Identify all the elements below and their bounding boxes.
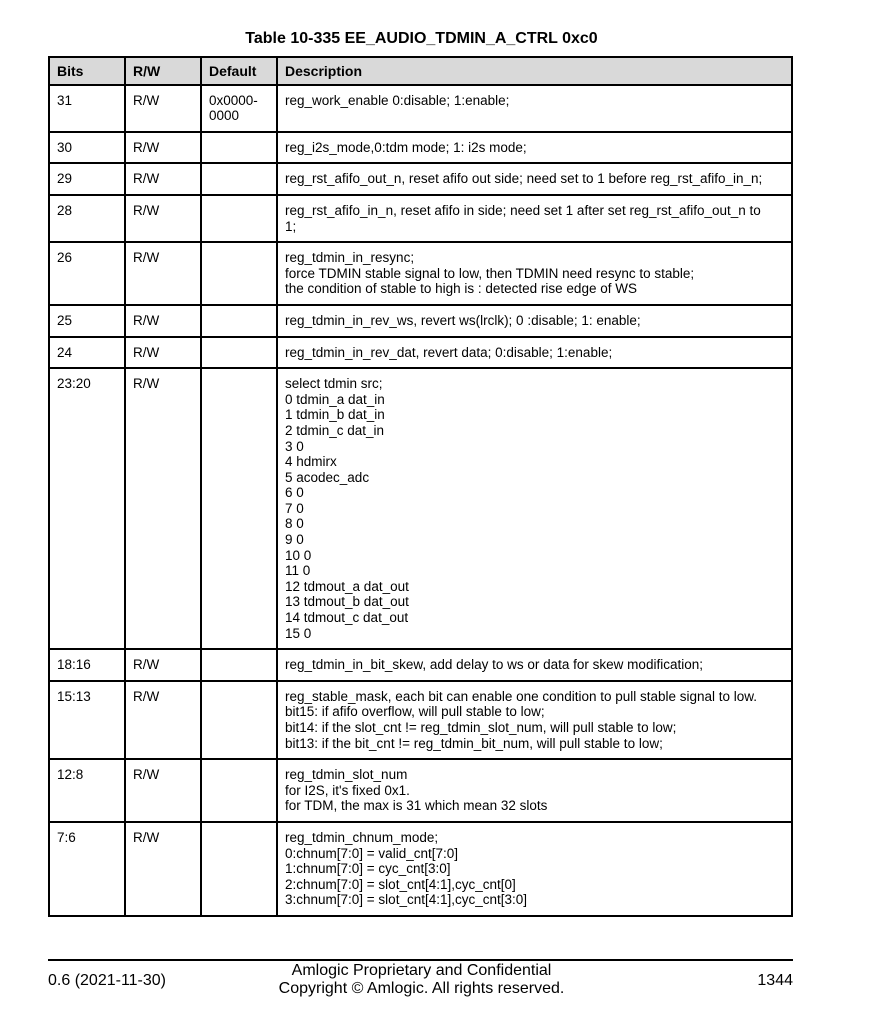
header-rw: R/W (125, 57, 201, 85)
rw-cell: R/W (125, 85, 201, 132)
rw-cell: R/W (125, 195, 201, 242)
table-row (49, 337, 792, 369)
header-description: Description (277, 57, 792, 85)
rw-cell: R/W (125, 163, 201, 195)
table-row (49, 195, 792, 242)
footer-page-number: 1344 (757, 972, 793, 989)
table-row (49, 132, 792, 164)
description-cell: reg_tdmin_chnum_mode; 0:chnum[7:0] = valid_cnt[7:0] 1:chnum[7:0] = cyc_cnt[3:0] 2:chnum[7:0] = slot_cnt[4:1],cyc_cnt[0] 3:chnum[7:0] = slot_cnt[4:1],cyc_cnt[3:0] (277, 822, 792, 916)
bits-cell: 29 (49, 163, 125, 195)
rw-cell: R/W (125, 649, 201, 681)
description-cell: reg_tdmin_in_resync; force TDMIN stable signal to low, then TDMIN need resync to stable; the condition of stable to high is : detected rise edge of WS (277, 242, 792, 305)
bits-cell: 30 (49, 132, 125, 164)
table-row (49, 242, 792, 305)
rw-cell: R/W (125, 242, 201, 305)
default-cell (201, 337, 277, 369)
table-title: Table 10-335 EE_AUDIO_TDMIN_A_CTRL 0xc0 (245, 30, 598, 47)
default-cell: 0x0000- 0000 (201, 85, 277, 132)
rw-cell: R/W (125, 132, 201, 164)
bits-cell: 28 (49, 195, 125, 242)
default-cell (201, 368, 277, 649)
description-cell: reg_tdmin_in_rev_dat, revert data; 0:disable; 1:enable; (277, 337, 792, 369)
default-cell (201, 759, 277, 822)
description-cell: reg_tdmin_in_bit_skew, add delay to ws or data for skew modification; (277, 649, 792, 681)
table-row (49, 305, 792, 337)
table-row (49, 681, 792, 759)
footer-confidential: Amlogic Proprietary and Confidential (291, 962, 552, 979)
register-table (48, 56, 793, 917)
bits-cell: 7:6 (49, 822, 125, 916)
footer-divider (48, 959, 793, 961)
table-row (49, 368, 792, 649)
default-cell (201, 305, 277, 337)
footer-version: 0.6 (2021-11-30) (48, 972, 166, 989)
bits-cell: 12:8 (49, 759, 125, 822)
table-row (49, 163, 792, 195)
header-default: Default (201, 57, 277, 85)
bits-cell: 25 (49, 305, 125, 337)
table-row (49, 85, 792, 132)
table-row (49, 759, 792, 822)
default-cell (201, 195, 277, 242)
description-cell: select tdmin src; 0 tdmin_a dat_in 1 tdmin_b dat_in 2 tdmin_c dat_in 3 0 4 hdmirx 5 acodec_adc 6 0 7 0 8 0 9 0 10 0 11 0 12 tdmout_a dat_out 13 tdmout_b dat_out 14 tdmout_c dat_out 15 0 (277, 368, 792, 649)
bits-cell: 31 (49, 85, 125, 132)
description-cell: reg_work_enable 0:disable; 1:enable; (277, 85, 792, 132)
footer-rights: Copyright © Amlogic. All rights reserved. (278, 980, 565, 997)
description-cell: reg_i2s_mode,0:tdm mode; 1: i2s mode; (277, 132, 792, 164)
description-cell: reg_rst_afifo_out_n, reset afifo out side; need set to 1 before reg_rst_afifo_in_n; (277, 163, 792, 195)
rw-cell: R/W (125, 305, 201, 337)
bits-cell: 23:20 (49, 368, 125, 649)
rw-cell: R/W (125, 759, 201, 822)
description-cell: reg_tdmin_in_rev_ws, revert ws(lrclk); 0 :disable; 1: enable; (277, 305, 792, 337)
table-row (49, 822, 792, 916)
description-cell: reg_tdmin_slot_num for I2S, it's fixed 0x1. for TDM, the max is 31 which mean 32 slots (277, 759, 792, 822)
bits-cell: 18:16 (49, 649, 125, 681)
rw-cell: R/W (125, 337, 201, 369)
default-cell (201, 132, 277, 164)
description-cell: reg_rst_afifo_in_n, reset afifo in side; need set 1 after set reg_rst_afifo_out_n to 1; (277, 195, 792, 242)
header-bits: Bits (49, 57, 125, 85)
table-header-row (49, 57, 792, 85)
default-cell (201, 163, 277, 195)
bits-cell: 26 (49, 242, 125, 305)
default-cell (201, 649, 277, 681)
default-cell (201, 822, 277, 916)
bits-cell: 15:13 (49, 681, 125, 759)
footer-copyright (0, 962, 843, 998)
bits-cell: 24 (49, 337, 125, 369)
rw-cell: R/W (125, 368, 201, 649)
default-cell (201, 681, 277, 759)
default-cell (201, 242, 277, 305)
rw-cell: R/W (125, 681, 201, 759)
table-row (49, 649, 792, 681)
rw-cell: R/W (125, 822, 201, 916)
description-cell: reg_stable_mask, each bit can enable one condition to pull stable signal to low. bit15: if afifo overflow, will pull stable to low; bit14: if the slot_cnt != reg_tdmin_slot_num, will pull stable to low; bit13: if the bit_cnt != reg_tdmin_bit_num, will pull stable to low; (277, 681, 792, 759)
